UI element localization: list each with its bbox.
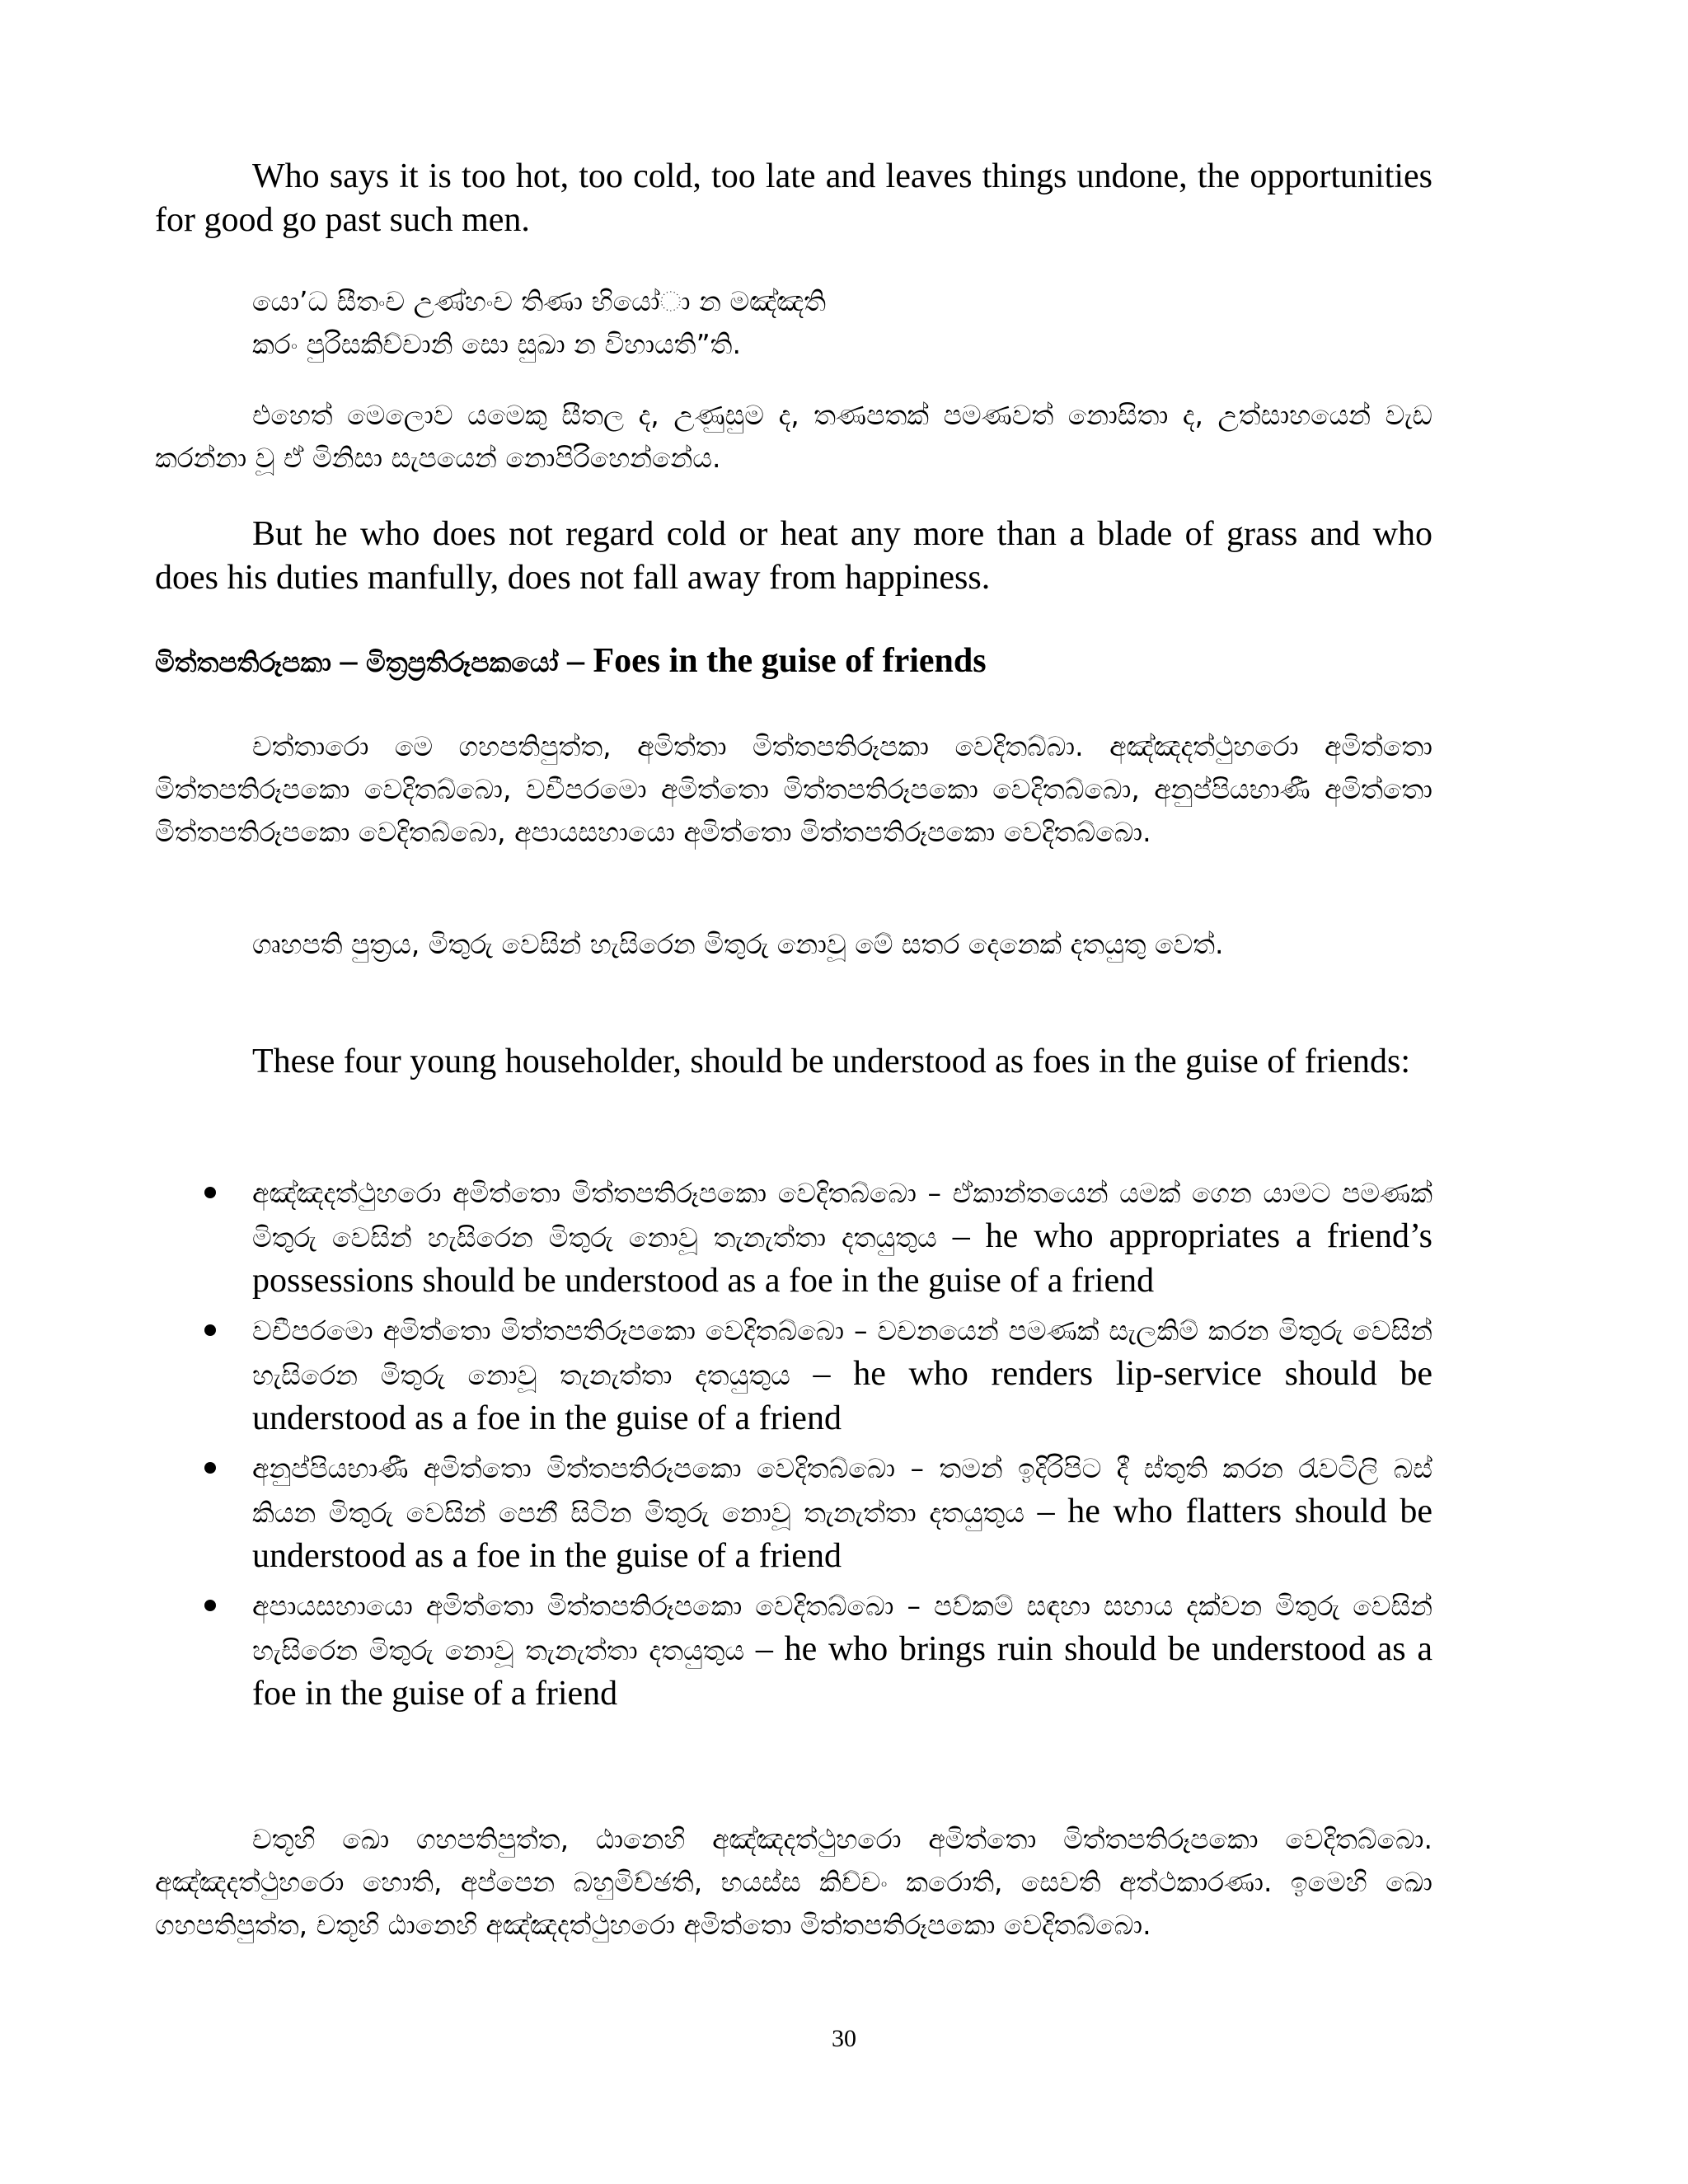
heading-sinhala: මිත්‍රප්‍රතිරූපකයෝ — [366, 646, 559, 678]
paragraph-english-3: These four young householder, should be understood as foes in the guise of friends: — [252, 1043, 1411, 1080]
bullet-icon — [204, 1187, 216, 1198]
bullet-english: – he who renders lip-service should be understood as a foe in the guise of a friend — [252, 1355, 1433, 1437]
verse-line-2: කරං පුරිසකිච්චානි සො සුඛා න විහායති”ති. — [252, 328, 741, 360]
bullet-list — [155, 1170, 1432, 1721]
section-heading — [155, 640, 1432, 684]
list-item — [155, 1583, 1432, 1716]
bullet-icon — [204, 1462, 216, 1474]
bullet-sinhala: අනුප්පියභාණී අමිත්තො මිත්තපතිරූපකො වෙදිතබ්බො – තමන් ඉදිරිපිට දී ස්තුති කරන රැවටිලි බස් කියන මිතුරු වෙසින් පෙනී සිටින මිතුරු නොවූ තැනැත්තා දතයුතුය — [252, 1452, 1432, 1529]
page-number: 30 — [832, 2025, 856, 2052]
verse-line-1: යො’ධ සීතංච උණ්හංච තිණා භියෝා න මඤ්ඤති — [252, 285, 827, 317]
verse-block — [252, 280, 1076, 366]
heading-separator-1: – — [331, 642, 367, 680]
list-item — [155, 1446, 1432, 1578]
paragraph-english-2: But he who does not regard cold or heat any more than a blade of grass and who does his duties manfully, does not fall away from happiness. — [155, 515, 1432, 597]
paragraph-sinhala-1: එහෙත් මෙලොව යමෙකු සීතල ද, උණුසුම ද, තණපතක් පමණවත් නොසිතා ද, උත්සාහයෙන් වැඩ කරන්නා වූ ඒ මිනිසා සැපයෙන් නොපිරිහෙන්නේය. — [155, 399, 1432, 474]
paragraph-pali-1: චත්තාරො මෙ ගහපතිපුත්ත, අමිත්තා මිත්තපතිරූපකා වෙදිතබ්බා. අඤ්ඤදත්ථුහරො අමිත්තො මිත්තපතිරූපකො වෙදිතබ්බො, වචීපරමො අමිත්තො මිත්තපතිරූපකො වෙදිතබ්බො, අනුප්පියභාණී අමිත්තො මිත්තපතිරූපකො වෙදිතබ්බො, අපායසහායො අමිත්තො මිත්තපතිරූපකො වෙදිතබ්බො. — [155, 730, 1432, 848]
bullet-english: – he who appropriates a friend’s possessions should be understood as a foe in the guise of a friend — [252, 1217, 1433, 1300]
heading-english: Foes in the guise of friends — [593, 642, 987, 680]
bullet-icon — [204, 1324, 216, 1336]
bullet-sinhala: වචීපරමො අමිත්තො මිත්තපතිරූපකො වෙදිතබ්බො – වචනයෙන් පමණක් සැලකිම් කරන මිතුරු වෙසින් හැසිරෙන මිතුරු නොවූ තැනැත්තා දතයුතුය — [252, 1315, 1432, 1391]
bullet-english: – he who flatters should be understood as a foe in the guise of a friend — [252, 1493, 1432, 1575]
paragraph-sinhala-2: ගෘහපති පුත්‍රය, මිතුරු වෙසින් හැසිරෙන මිතුරු නොවූ මේ සතර දෙනෙක් දතයුතු වෙත්. — [252, 928, 1224, 960]
bullet-english: – he who brings ruin should be understood as a foe in the guise of a friend — [252, 1630, 1433, 1713]
bullet-sinhala: අඤ්ඤදත්ථුහරො අමිත්තො මිත්තපතිරූපකො වෙදිතබ්බො – ඒකාන්තයෙන් යමක් ගෙන යාමට පමණක් මිතුරු වෙසින් හැසිරෙන මිතුරු නොවූ තැනැත්තා දතයුතුය — [252, 1177, 1432, 1254]
paragraph-pali-2: චතූහි ඛො ගහපතිපුත්ත, ඨානෙහි අඤ්ඤදත්ථුහරො අමිත්තො මිත්තපතිරූපකො වෙදිතබ්බො. අඤ්ඤදත්ථුහරො හොති, අප්පෙන බහුමිච්ඡති, භයස්ස කිච්චං කරොති, සෙවති අත්ථකාරණා. ඉමෙහි ඛො ගහපතිපුත්ත, චතූහි ඨානෙහි අඤ්ඤදත්ථුහරො අමිත්තො මිත්තපතිරූපකො වෙදිතබ්බො. — [155, 1823, 1432, 1941]
bullet-icon — [204, 1600, 216, 1611]
bullet-sinhala: අපායසහායො අමිත්තො මිත්තපතිරූපකො වෙදිතබ්බො – පව්කම් සඳහා සහාය දක්වන මිතුරු වෙසින් හැසිරෙන මිතුරු නොවූ තැනැත්තා දතයුතුය — [252, 1590, 1432, 1666]
list-item — [155, 1308, 1432, 1441]
heading-separator-2: – — [558, 642, 593, 680]
paragraph-english-1: Who says it is too hot, too cold, too late and leaves things undone, the opportunities for good go past such men. — [155, 157, 1432, 239]
heading-pali: මිත්තපතිරූපකා — [155, 646, 332, 678]
list-item — [155, 1170, 1432, 1303]
